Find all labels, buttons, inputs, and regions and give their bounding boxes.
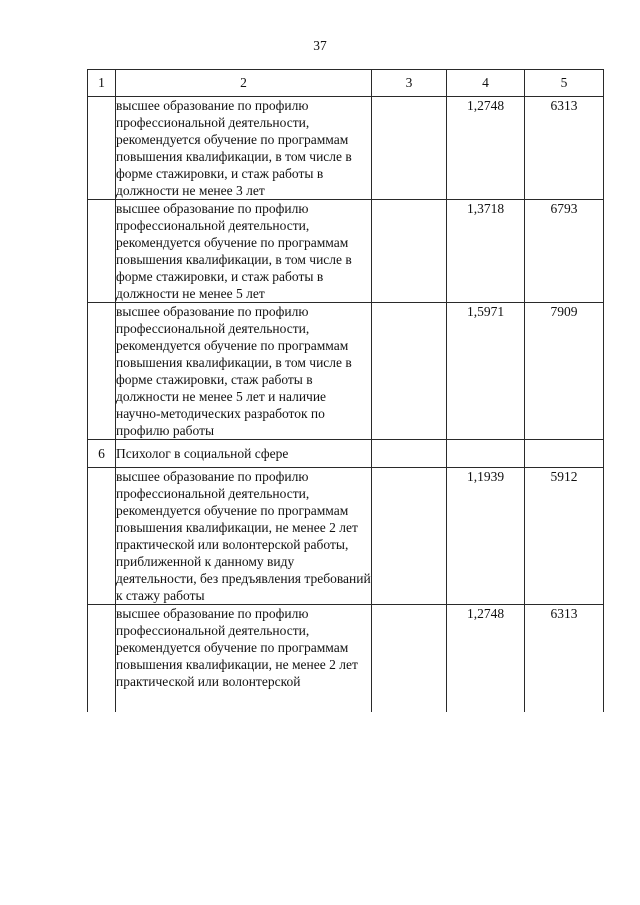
qualification-requirements-cell: высшее образование по профилю профессиональной деятельности, рекомендуется обучение по программам повышения квалификации, не менее 2 лет практической или волонтерской работы, приближенной к данному виду деятельности, без предъявления требований к стажу работы — [116, 469, 371, 603]
amount-cell: 7909 — [525, 303, 604, 440]
amount-cell — [525, 440, 604, 468]
column-3-cell — [372, 97, 447, 200]
qualification-requirements-cell: высшее образование по профилю профессиональной деятельности, рекомендуется обучение по программам повышения квалификации, в том числе в форме стажировки, и стаж работы в должности не менее 3 лет — [116, 97, 372, 200]
row-number-cell — [88, 200, 116, 303]
coefficient-cell — [447, 440, 525, 468]
section-title-cell: Психолог в социальной сфере — [116, 440, 372, 468]
qualification-requirements-cell: высшее образование по профилю профессиональной деятельности, рекомендуется обучение по программам повышения квалификации, в том числе в форме стажировки, и стаж работы в должности не менее 5 лет — [116, 200, 372, 303]
amount-cell: 6793 — [525, 200, 604, 303]
column-header-4: 4 — [447, 70, 525, 97]
qualification-table — [87, 69, 604, 712]
page-number: 37 — [313, 38, 327, 53]
table-row — [88, 605, 604, 713]
table-row — [88, 200, 604, 303]
column-header-5: 5 — [525, 70, 604, 97]
qualification-requirements-cell: высшее образование по профилю профессиональной деятельности, рекомендуется обучение по программам повышения квалификации, не менее 2 лет практической или волонтерской — [116, 605, 372, 713]
column-header-2: 2 — [116, 70, 372, 97]
column-3-cell — [372, 200, 447, 303]
coefficient-cell: 1,1939 — [447, 468, 525, 605]
table-row — [88, 97, 604, 200]
table-header-row — [88, 70, 604, 97]
coefficient-cell: 1,2748 — [447, 97, 525, 200]
column-3-cell — [372, 440, 447, 468]
column-header-1: 1 — [88, 70, 116, 97]
coefficient-cell: 1,2748 — [447, 605, 525, 713]
row-number-cell — [88, 97, 116, 200]
section-row — [88, 440, 604, 468]
row-number-cell — [88, 303, 116, 440]
amount-cell: 6313 — [525, 97, 604, 200]
qualification-requirements-cell: высшее образование по профилю профессиональной деятельности, рекомендуется обучение по программам повышения квалификации, в том числе в форме стажировки, стаж работы в должности не менее 5 лет и наличие научно-методических разработок по профилю работы — [116, 303, 372, 440]
column-3-cell — [372, 468, 447, 605]
table-row — [88, 303, 604, 440]
coefficient-cell: 1,3718 — [447, 200, 525, 303]
row-number-cell — [88, 605, 116, 713]
amount-cell: 6313 — [525, 605, 604, 713]
table-row — [88, 468, 604, 605]
column-header-3: 3 — [372, 70, 447, 97]
amount-cell: 5912 — [525, 468, 604, 605]
coefficient-cell: 1,5971 — [447, 303, 525, 440]
column-3-cell — [372, 303, 447, 440]
section-number-cell: 6 — [88, 440, 116, 468]
row-number-cell — [88, 468, 116, 605]
column-3-cell — [372, 605, 447, 713]
